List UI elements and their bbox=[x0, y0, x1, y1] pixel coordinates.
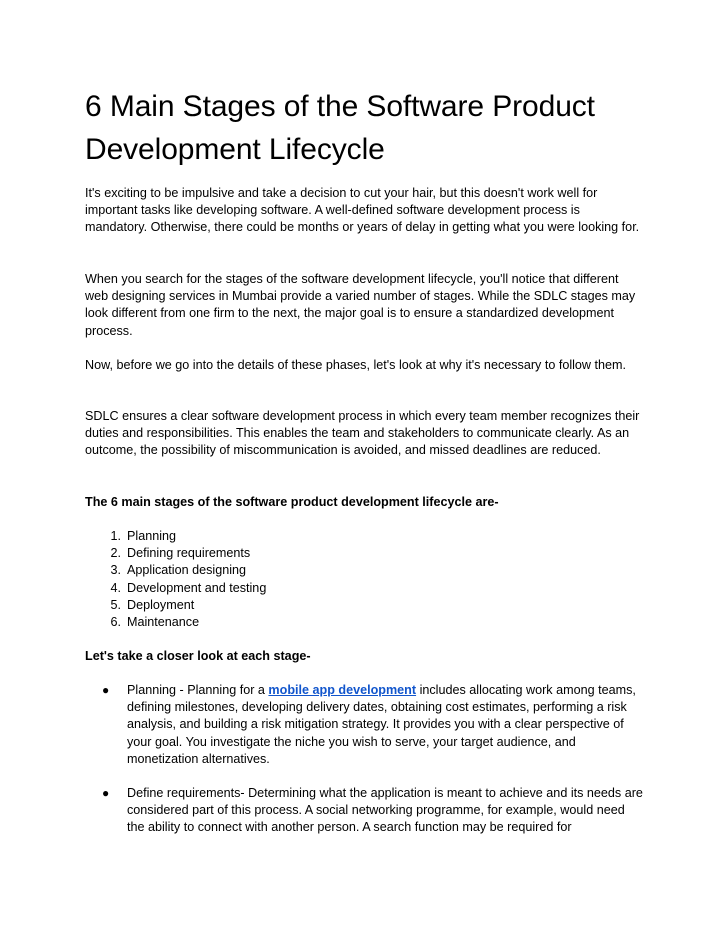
list-item-label: Application designing bbox=[127, 563, 247, 578]
list-item bbox=[85, 580, 266, 597]
planning-text-start: Planning - Planning for a bbox=[127, 683, 269, 697]
list-item bbox=[85, 682, 645, 768]
list-number: 1. bbox=[110, 529, 121, 543]
list-item-label: Planning bbox=[127, 529, 177, 543]
stage-details-list bbox=[85, 682, 645, 768]
define-requirements-text: Define requirements- Determining what the application is meant to achieve and its needs are considered part of this process. A social networking programme, for example, would need the ability to connect with another person. A search function may be required for bbox=[127, 786, 643, 835]
transition-paragraph: Now, before we go into the details of these phases, let's look at why it's necessary to follow them. bbox=[85, 358, 627, 372]
list-number: 3. bbox=[110, 563, 121, 578]
closer-look-heading: Let's take a closer look at each stage- bbox=[85, 649, 311, 663]
mobile-app-development-link[interactable]: mobile app development bbox=[268, 683, 417, 697]
list-item-label: Defining requirements bbox=[127, 546, 251, 561]
list-item bbox=[85, 614, 266, 631]
list-number: 5. bbox=[110, 597, 121, 612]
list-item bbox=[85, 562, 266, 579]
stage-details-list-continued bbox=[85, 785, 645, 837]
bullet-icon: ● bbox=[102, 683, 110, 697]
list-number: 2. bbox=[110, 546, 121, 561]
bullet-icon: ● bbox=[102, 786, 110, 800]
list-item bbox=[85, 597, 266, 614]
list-item bbox=[85, 528, 266, 545]
list-item-label: Deployment bbox=[127, 597, 195, 612]
list-item bbox=[85, 545, 266, 562]
planning-text-end: includes allocating work among teams, defining milestones, developing delivery dates, obtaining cost estimates, performing a risk analysis, and building a risk mitigation strategy. It provides you with a clear perspective of your goal. You investigate the niche you wish to serve, your target audience, and monetization alternatives. bbox=[127, 683, 636, 766]
intro-paragraph: It's exciting to be impulsive and take a decision to cut your hair, but this doesn't work well for important tasks like developing software. A well-defined software development process is mandatory. Otherwise, there could be months or years of delay in getting what you were looking for. bbox=[85, 186, 640, 235]
list-number: 4. bbox=[110, 580, 121, 595]
stages-heading: The 6 main stages of the software product development lifecycle are- bbox=[85, 495, 499, 509]
sdlc-benefits-paragraph: SDLC ensures a clear software development process in which every team member recognizes their duties and responsibilities. This enables the team and stakeholders to communicate clearly. As an outcome, the possibility of miscommunication is avoided, and missed deadlines are reduced. bbox=[85, 409, 640, 458]
stages-search-paragraph: When you search for the stages of the software development lifecycle, you'll notice that different web designing services in Mumbai provide a varied number of stages. While the SDLC stages may look different from one firm to the next, the major goal is to ensure a standardized development process. bbox=[85, 272, 636, 338]
page-title: 6 Main Stages of the Software Product Development Lifecycle bbox=[85, 90, 595, 166]
list-item-label: Maintenance bbox=[127, 615, 200, 630]
stages-list bbox=[85, 528, 266, 631]
list-item-label: Development and testing bbox=[127, 580, 267, 595]
list-number: 6. bbox=[110, 615, 121, 630]
list-item bbox=[85, 785, 645, 837]
